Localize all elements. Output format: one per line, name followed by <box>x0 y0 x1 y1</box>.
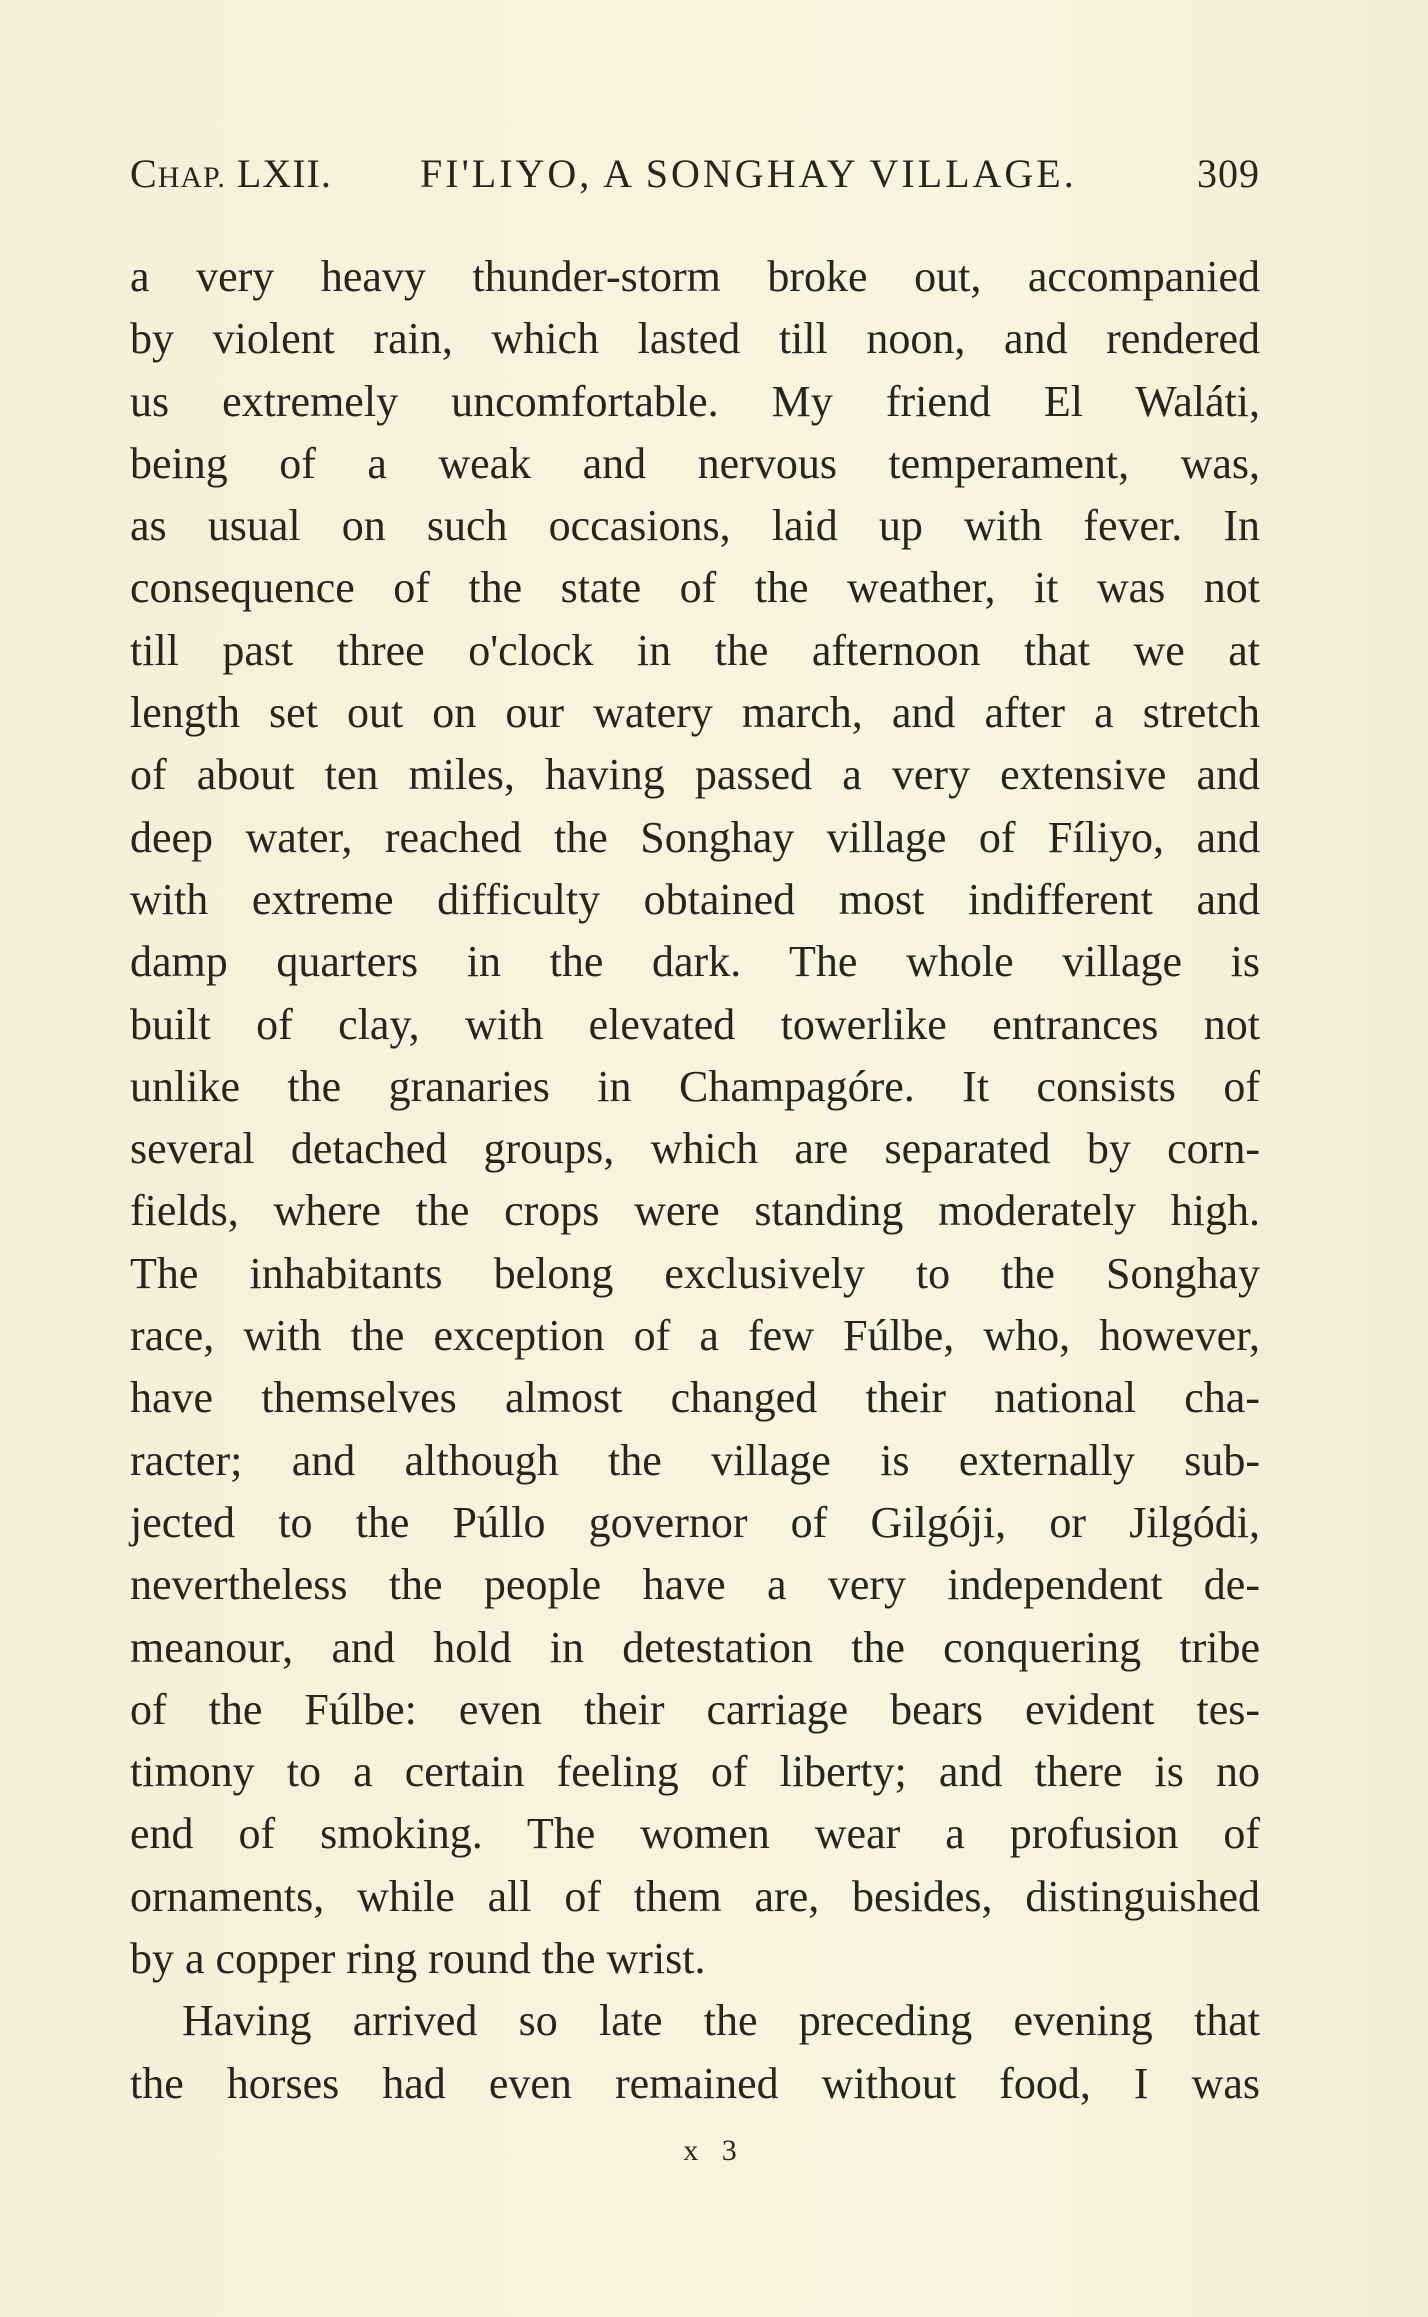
text-line: a very heavy thunder-storm broke out, accompanied <box>130 252 1260 301</box>
text-line: fields, where the crops were standing moderately high. <box>130 1186 1260 1236</box>
page-number: 309 <box>1197 151 1260 196</box>
text-line: have themselves almost changed their national cha- <box>130 1373 1260 1423</box>
text-line: with extreme difficulty obtained most indifferent and <box>130 874 1260 924</box>
chapter-prefix: C <box>130 151 158 196</box>
text-line: damp quarters in the dark. The whole village is <box>130 937 1260 987</box>
text-line: nevertheless the people have a very independent de- <box>130 1560 1260 1610</box>
chapter-label <box>130 150 332 197</box>
text-line: several detached groups, which are separated by corn- <box>130 1124 1260 1174</box>
text-line: length set out on our watery march, and after a stretch <box>130 688 1260 738</box>
text-line: us extremely uncomfortable. My friend El Waláti, <box>130 376 1260 426</box>
text-line: of about ten miles, having passed a very extensive and <box>130 750 1260 800</box>
text-line: being of a weak and nervous temperament, was, <box>130 438 1260 488</box>
text-line: as usual on such occasions, laid up with fever. In <box>130 501 1260 551</box>
text-line: unlike the granaries in Champagóre. It consists of <box>130 1061 1260 1111</box>
paragraph-end-line: by a copper ring round the wrist. <box>130 1934 706 1984</box>
signature-mark: x 3 <box>683 2134 745 2167</box>
text-line: consequence of the state of the weather, it was not <box>130 563 1260 613</box>
page-title: FI'LIYO, A SONGHAY VILLAGE. <box>420 151 1077 196</box>
text-line: deep water, reached the Songhay village of Fíliyo, and <box>130 812 1260 862</box>
text-line: jected to the Púllo governor of Gilgóji, or Jilgódi, <box>130 1497 1260 1547</box>
text-line: timony to a certain feeling of liberty; and there is no <box>130 1747 1260 1797</box>
text-line: The inhabitants belong exclusively to the Songhay <box>130 1248 1260 1298</box>
text-line: the horses had even remained without food, I was <box>130 2058 1260 2108</box>
text-line: meanour, and hold in detestation the conquering tribe <box>130 1622 1260 1672</box>
text-line: till past three o'clock in the afternoon that we at <box>130 625 1260 675</box>
chapter-small-caps: HAP. <box>157 161 226 194</box>
chapter-number: LXII. <box>236 151 332 196</box>
text-line: ornaments, while all of them are, besides, distinguished <box>130 1871 1260 1921</box>
paragraph-start-line: Having arrived so late the preceding evening that <box>182 1996 1260 2046</box>
text-line: by violent rain, which lasted till noon, and rendered <box>130 314 1260 364</box>
text-line: race, with the exception of a few Fúlbe, who, however, <box>130 1311 1260 1361</box>
text-line: built of clay, with elevated towerlike entrances not <box>130 999 1260 1049</box>
text-line: racter; and although the village is externally sub- <box>130 1435 1260 1485</box>
text-line: end of smoking. The women wear a profusion of <box>130 1809 1260 1859</box>
text-line: of the Fúlbe: even their carriage bears evident tes- <box>130 1684 1260 1734</box>
running-header <box>130 150 1260 210</box>
body-text <box>130 246 1260 2115</box>
